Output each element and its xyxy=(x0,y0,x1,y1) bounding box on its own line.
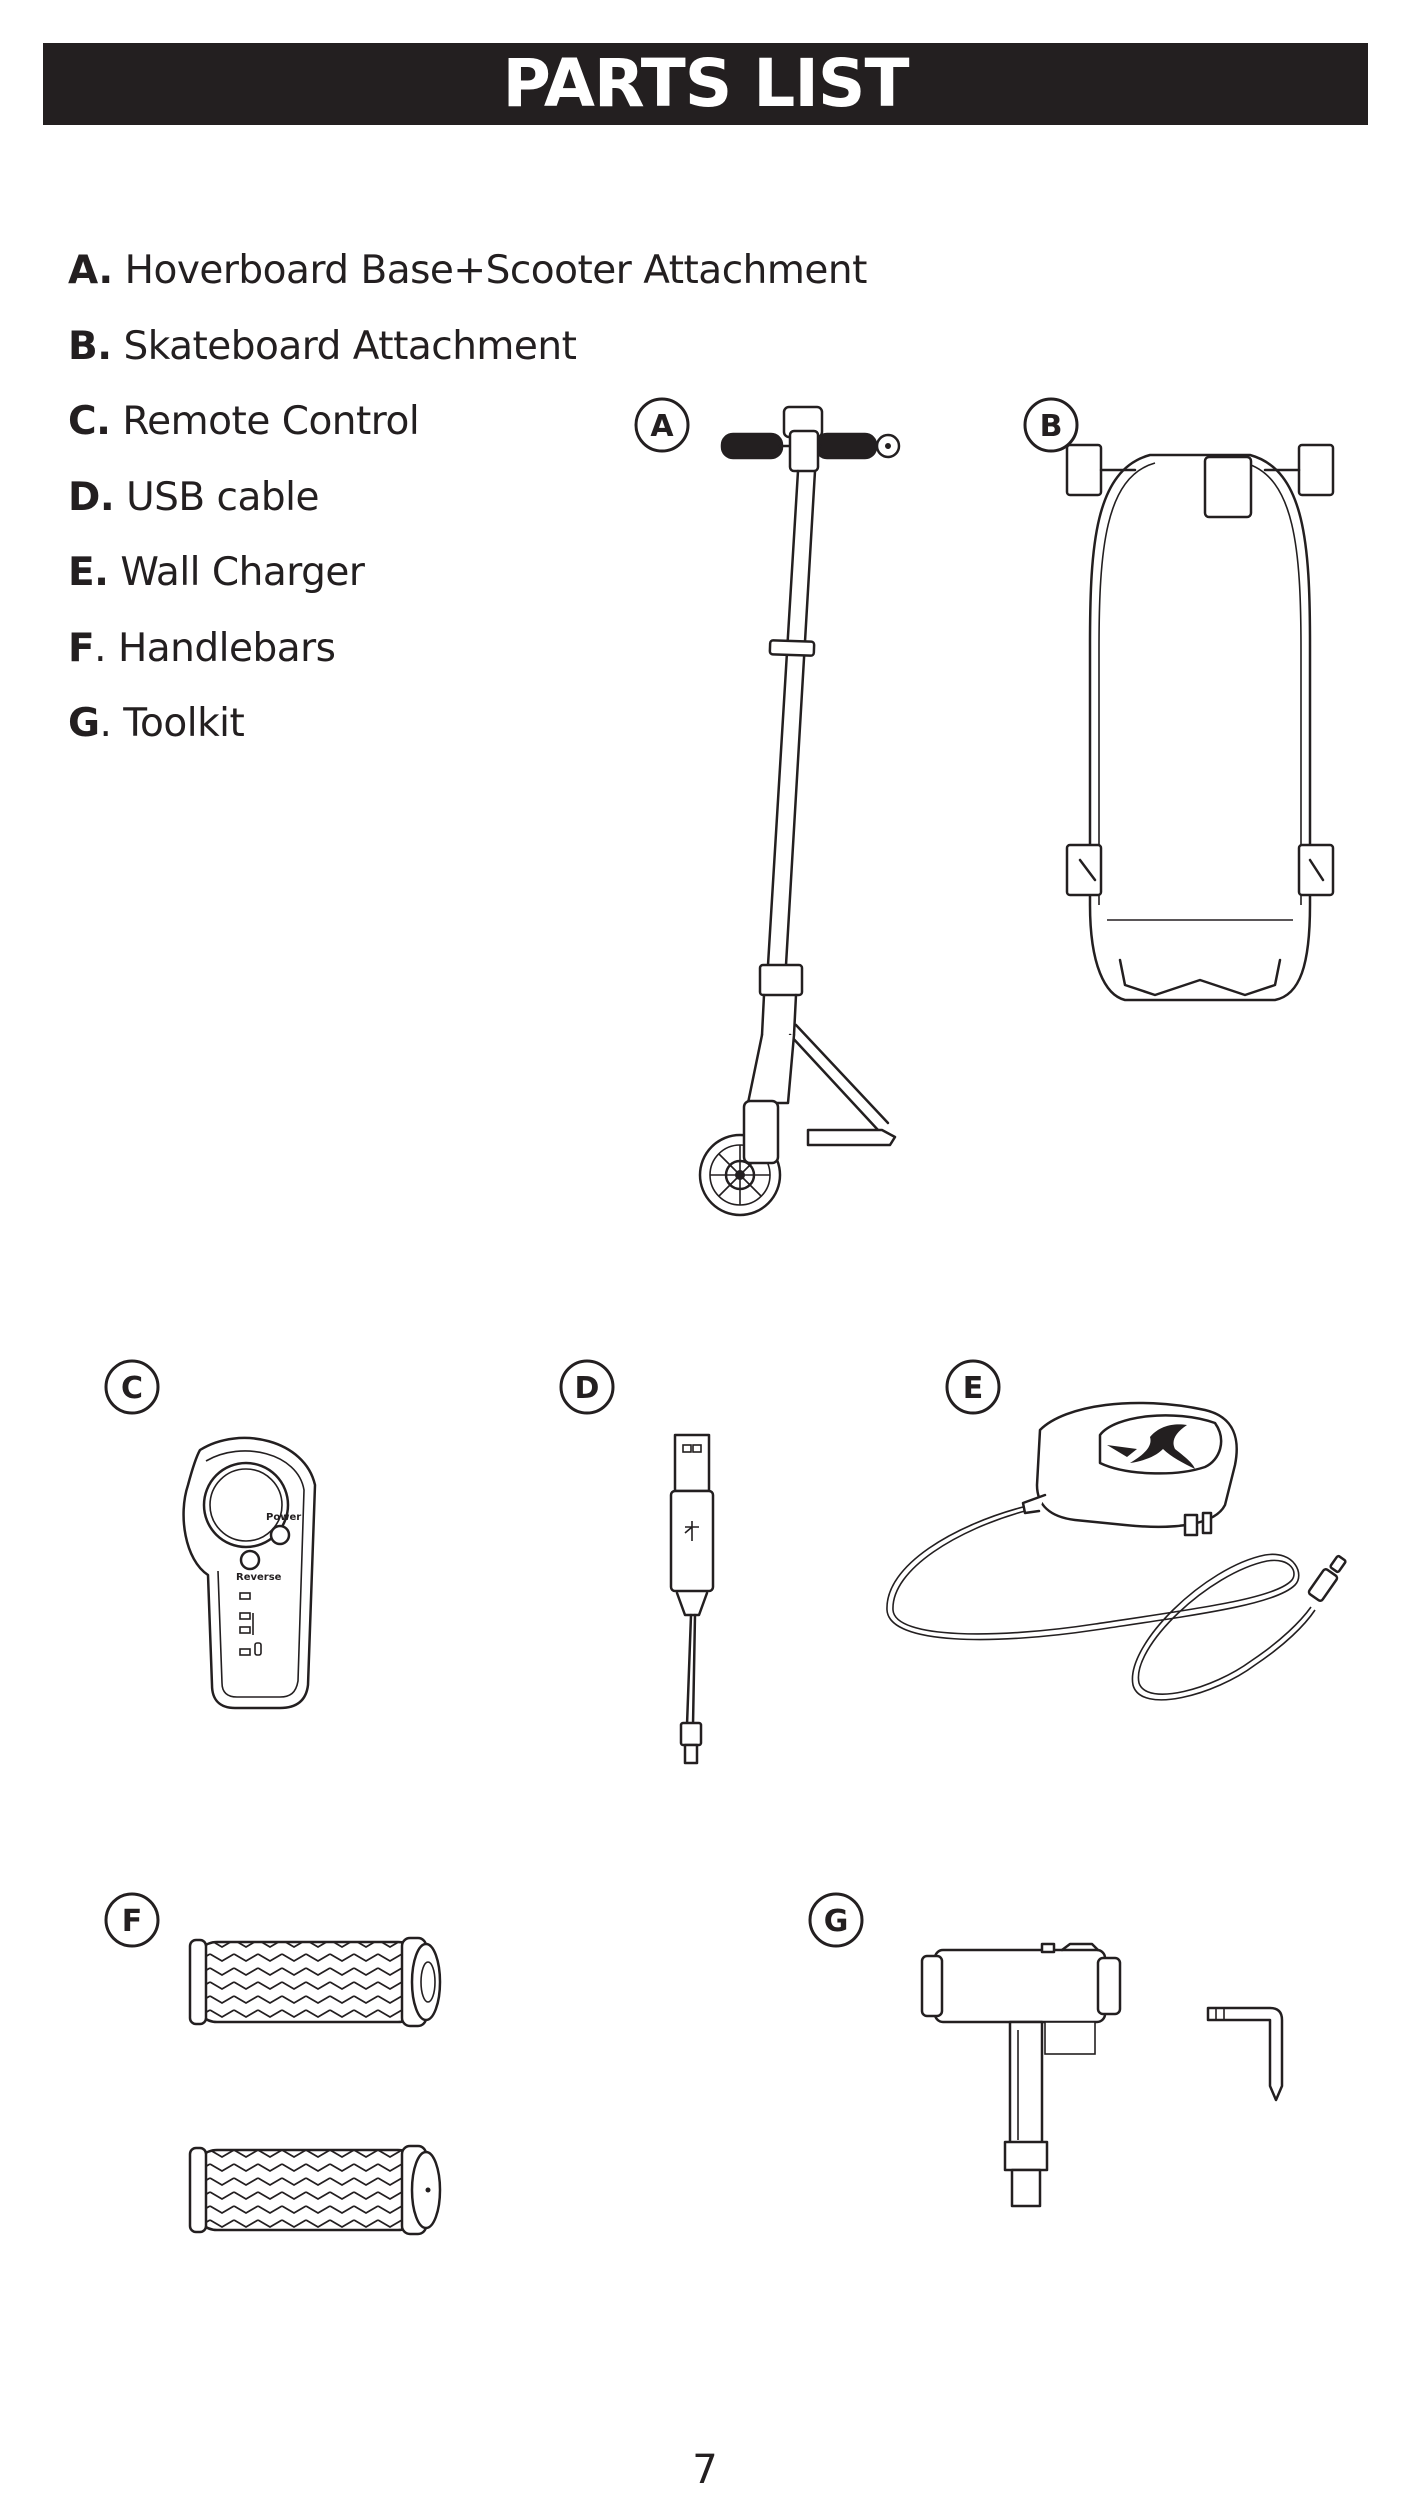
handlebar-grip-top xyxy=(190,1938,440,2026)
parts-list-item-b: B. Skateboard Attachment xyxy=(68,323,577,369)
hex-key xyxy=(1208,2008,1282,2100)
page-number: 7 xyxy=(692,2447,718,2493)
scooter-illustration xyxy=(620,385,920,1225)
parts-list-item-g: G. Toolkit xyxy=(68,701,245,746)
badge-a xyxy=(636,399,688,451)
parts-list-item-f: F. Handlebars xyxy=(68,625,336,671)
parts-list-item-e: E. Wall Charger xyxy=(68,550,365,595)
badge-g xyxy=(810,1894,862,1946)
svg-text:Reverse: Reverse xyxy=(236,1572,282,1583)
svg-text:F: F xyxy=(121,1904,143,1939)
parts-list-item-d: D. USB cable xyxy=(68,474,319,520)
title-bar xyxy=(43,43,1368,125)
badge-c xyxy=(106,1361,158,1413)
handlebars-illustration xyxy=(90,1880,550,2250)
page-title: PARTS LIST xyxy=(502,45,909,122)
svg-text:G: G xyxy=(823,1904,849,1939)
svg-text:B: B xyxy=(1039,409,1063,444)
badge-d xyxy=(561,1361,613,1413)
svg-text:D: D xyxy=(574,1371,600,1406)
svg-text:C: C xyxy=(120,1371,144,1406)
badge-b xyxy=(1025,399,1077,451)
skateboard-illustration xyxy=(1005,385,1365,1025)
svg-text:E: E xyxy=(962,1371,984,1406)
handlebar-grip-bottom xyxy=(190,2146,440,2234)
parts-list-item-a: A. Hoverboard Base+Scooter Attachment xyxy=(68,248,867,293)
toolkit-illustration xyxy=(800,1880,1340,2220)
wall-charger-illustration xyxy=(875,1345,1375,1735)
svg-text:A: A xyxy=(650,409,674,444)
remote-control-illustration xyxy=(90,1345,350,1725)
badge-f xyxy=(106,1894,158,1946)
parts-list-item-c: C. Remote Control xyxy=(68,399,420,444)
usb-cable-illustration xyxy=(545,1345,765,1765)
badge-e xyxy=(947,1361,999,1413)
t-wrench xyxy=(922,1944,1120,2206)
svg-text:Power: Power xyxy=(266,1512,302,1523)
